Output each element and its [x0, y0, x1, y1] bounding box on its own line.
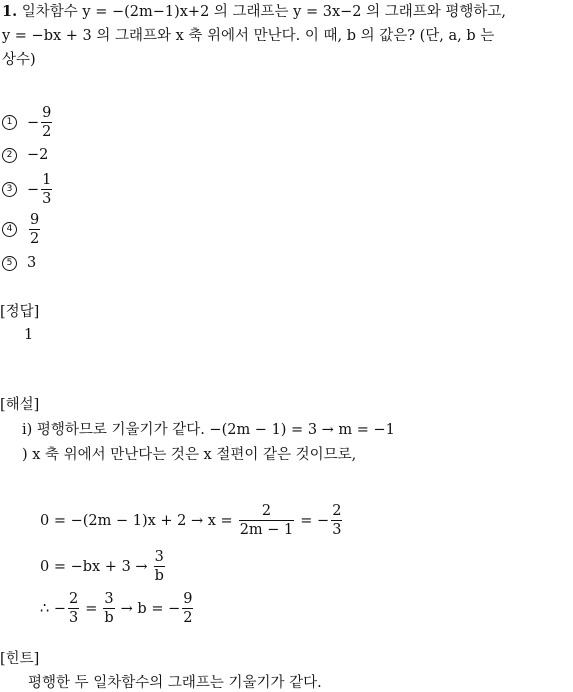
eq3-start: ∴ − [40, 600, 66, 617]
eq1-frac2-den: 3 [332, 522, 342, 538]
explanation-equation-1 [40, 502, 344, 539]
eq3-frac1-den: 3 [68, 610, 79, 626]
problem-text-line-1: 일차함수 y = −(2m−1)x+2 의 그래프는 y = 3x−2 의 그래프와 평행하고, [21, 4, 507, 20]
choice-4[interactable] [2, 211, 42, 248]
explanation-line-2: ) x 축 위에서 만난다는 것은 x 절편이 같은 것이므로, [22, 447, 357, 463]
choice-1-numerator: 9 [42, 105, 52, 121]
choice-1-sign: − [27, 114, 40, 131]
eq3-mid: → b = − [120, 600, 181, 617]
hint-text: 평행한 두 일차함수의 그래프는 기울기가 같다. [28, 675, 322, 691]
eq3-frac3-den: 2 [183, 610, 193, 626]
choice-5[interactable] [2, 255, 36, 271]
eq3-frac2-num: 3 [104, 591, 114, 607]
eq3-fraction-1 [68, 590, 79, 627]
choice-mark-5: 5 [2, 256, 17, 271]
problem-text-line-3: 상수) [2, 52, 36, 68]
eq1-fraction-2 [331, 502, 342, 539]
choice-4-numerator: 9 [30, 212, 40, 228]
explanation-line-1: i) 평행하므로 기울기가 같다. −(2m − 1) = 3 → m = −1 [22, 422, 395, 438]
choice-4-denominator: 2 [30, 231, 40, 247]
answer-label: [정답] [0, 304, 40, 320]
eq1-left: 0 = −(2m − 1)x + 2 → x = [40, 512, 233, 529]
eq3-frac2-den: b [104, 610, 114, 626]
choice-1-fraction [41, 104, 52, 141]
choice-3-fraction [41, 171, 52, 208]
choice-mark-3: 3 [2, 182, 17, 197]
eq2-left: 0 = −bx + 3 → [40, 558, 148, 575]
eq1-mid: = − [300, 512, 330, 529]
choice-2-text: −2 [27, 147, 49, 163]
eq3-fraction-2 [103, 590, 114, 627]
choice-mark-1: 1 [2, 115, 17, 130]
eq2-frac-num: 3 [154, 549, 164, 565]
hint-label: [힌트] [0, 651, 40, 667]
explanation-equation-2 [40, 548, 167, 585]
choice-mark-2: 2 [2, 148, 17, 163]
choice-1[interactable] [2, 104, 54, 141]
eq1-frac1-num: 2 [261, 503, 272, 519]
eq2-fraction [154, 548, 165, 585]
choice-3-denominator: 3 [42, 191, 52, 207]
eq3-equals: = [85, 600, 98, 617]
choice-2[interactable] [2, 147, 48, 163]
answer-value: 1 [24, 327, 34, 343]
choice-3-numerator: 1 [42, 172, 52, 188]
eq3-fraction-3 [182, 590, 193, 627]
problem-number: 1. [2, 3, 18, 20]
choice-3[interactable] [2, 171, 54, 208]
eq1-frac2-num: 2 [332, 503, 342, 519]
choice-4-fraction [29, 211, 40, 248]
problem-text-line-2: y = −bx + 3 의 그래프와 x 축 위에서 만난다. 이 때, b 의 값은? (단, a, b 는 [2, 28, 495, 44]
eq2-frac-den: b [154, 568, 164, 584]
choice-mark-4: 4 [2, 222, 17, 237]
explanation-label: [해설] [0, 397, 40, 413]
eq1-frac1-den: 2m − 1 [239, 522, 294, 538]
explanation-equation-3 [40, 590, 195, 627]
problem-line-1 [2, 2, 506, 22]
choice-3-sign: − [27, 181, 40, 198]
eq1-fraction-1 [239, 502, 295, 539]
choice-1-denominator: 2 [42, 124, 52, 140]
eq3-frac3-num: 9 [183, 591, 193, 607]
choice-5-text: 3 [27, 255, 37, 271]
eq3-frac1-num: 2 [68, 591, 79, 607]
